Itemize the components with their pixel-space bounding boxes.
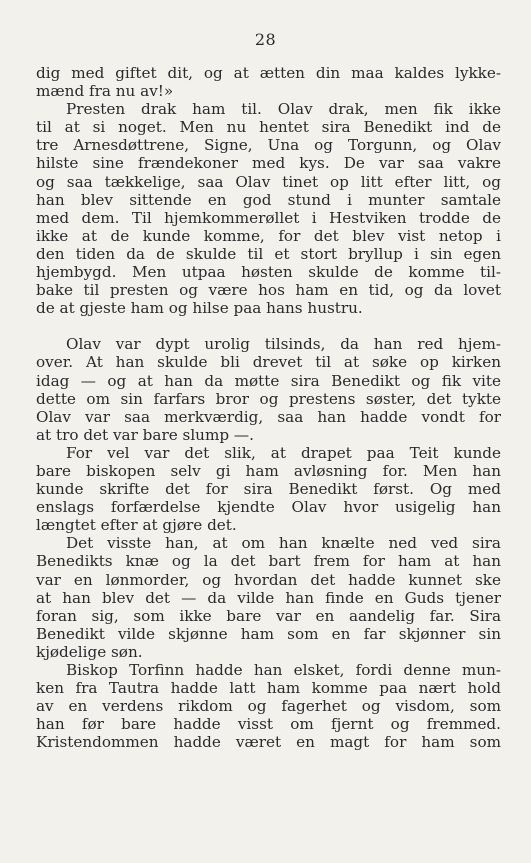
paragraph-gap (36, 317, 501, 335)
paragraph (36, 444, 501, 534)
text-line: han før bare hadde visst om fjernt og fremmed. (36, 715, 501, 734)
text-line: at tro det var bare slump —. (36, 425, 254, 444)
text-line: med dem. Til hjemkommerøllet i Hestviken trodde de (36, 208, 501, 227)
text-line: enslags forfærdelse kjendte Olav hvor usigelig han (36, 498, 501, 517)
text-line: Benedikts knæ og la det bart frem for ham at han (36, 552, 501, 571)
paragraph (36, 335, 501, 444)
paragraph (36, 661, 501, 751)
text-line: den tiden da de skulde til et stort bryllup i sin egen (36, 244, 501, 263)
text-line: kunde skrifte det for sira Benedikt først. Og med (36, 480, 501, 499)
text-line: Biskop Torfinn hadde han elsket, fordi denne mun- (66, 661, 501, 679)
text-line: over. At han skulde bli drevet til at søke op kirken (36, 353, 501, 372)
text-line: tre Arnesdøttrene, Signe, Una og Torgunn, og Olav (36, 136, 501, 155)
text-line: til at si noget. Men nu hentet sira Benedikt ind de (36, 118, 501, 137)
paragraph (36, 100, 501, 317)
text-line: idag — og at han da møtte sira Benedikt og fik vite (36, 371, 501, 390)
text-line: de at gjeste ham og hilse paa hans hustru. (36, 299, 363, 318)
text-line: Olav var saa merkværdig, saa han hadde vondt for (36, 407, 501, 426)
text-line: var en lønmorder, og hvordan det hadde kunnet ske (36, 570, 501, 589)
text-line: han blev sittende en god stund i munter samtale (36, 190, 501, 209)
text-line: kjødelige søn. (36, 642, 143, 661)
text-line: bare biskopen selv gi ham avløsning for. Men han (36, 461, 501, 480)
text-line: dig med giftet dit, og at ætten din maa kaldes lykke- (36, 64, 501, 82)
text-line: Det visste han, at om han knælte ned ved sira (66, 534, 501, 553)
text-line: mænd fra nu av!» (36, 82, 174, 101)
text-line: hjembygd. Men utpaa høsten skulde de komme til- (36, 263, 501, 282)
text-line: ken fra Tautra hadde latt ham komme paa nært hold (36, 679, 501, 698)
text-line: Kristendommen hadde været en magt for ham som (36, 733, 501, 752)
text-line: av en verdens rikdom og fagerhet og visdom, som (36, 697, 501, 716)
text-line: hilste sine frændekoner med kys. De var saa vakre (36, 154, 501, 173)
text-line: Presten drak ham til. Olav drak, men fik ikke (66, 100, 501, 119)
page-number: 28 (254, 30, 277, 49)
text-line: at han blev det — da vilde han finde en Guds tjener (36, 588, 501, 607)
text-line: og saa tækkelige, saa Olav tinet op litt efter litt, og (36, 172, 501, 191)
text-line: foran sig, som ikke bare var en aandelig far. Sira (36, 606, 501, 625)
paragraph (36, 64, 501, 100)
text-line: ikke at de kunde komme, for det blev vist netop i (36, 226, 501, 245)
text-line: Olav var dypt urolig tilsinds, da han red hjem- (66, 335, 501, 354)
text-line: bake til presten og være hos ham en tid, og da lovet (36, 281, 501, 300)
text-line: Benedikt vilde skjønne ham som en far skjønner sin (36, 624, 501, 643)
text-line: For vel var det slik, at drapet paa Teit kunde (66, 443, 501, 462)
text-line: længtet efter at gjøre det. (36, 516, 237, 535)
paragraph (36, 534, 501, 661)
text-line: dette om sin farfars bror og prestens søster, det tykte (36, 389, 501, 408)
body-text (36, 64, 501, 751)
